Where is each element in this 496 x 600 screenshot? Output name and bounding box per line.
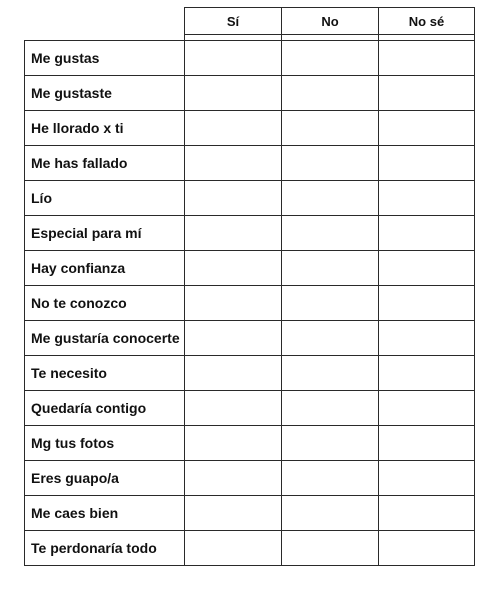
table-row: [25, 286, 475, 321]
column-header-si: Sí: [185, 8, 282, 35]
row-label: Me has fallado: [25, 146, 185, 181]
answer-cell-si[interactable]: [185, 496, 282, 531]
answer-cell-no-se[interactable]: [379, 216, 475, 251]
header-blank-cell: [25, 8, 185, 35]
answer-cell-si[interactable]: [185, 286, 282, 321]
row-label: Me gustaría conocerte: [25, 321, 185, 356]
answer-cell-no-se[interactable]: [379, 461, 475, 496]
answer-cell-no[interactable]: [282, 41, 379, 76]
row-label: Eres guapo/a: [25, 461, 185, 496]
answer-cell-no-se[interactable]: [379, 286, 475, 321]
answer-cell-no[interactable]: [282, 356, 379, 391]
table-row: [25, 496, 475, 531]
answer-cell-no[interactable]: [282, 181, 379, 216]
row-label: Hay confianza: [25, 251, 185, 286]
answer-cell-si[interactable]: [185, 41, 282, 76]
answer-cell-no-se[interactable]: [379, 111, 475, 146]
answer-cell-no-se[interactable]: [379, 321, 475, 356]
row-label: Quedaría contigo: [25, 391, 185, 426]
table-row: [25, 41, 475, 76]
answer-cell-si[interactable]: [185, 426, 282, 461]
table-row: [25, 76, 475, 111]
answer-cell-no[interactable]: [282, 461, 379, 496]
answer-cell-si[interactable]: [185, 251, 282, 286]
questionnaire-sheet: [24, 7, 474, 591]
answer-cell-no[interactable]: [282, 111, 379, 146]
answer-cell-no-se[interactable]: [379, 496, 475, 531]
table-row: [25, 531, 475, 566]
row-label: Especial para mí: [25, 216, 185, 251]
answer-cell-si[interactable]: [185, 111, 282, 146]
table-row: [25, 356, 475, 391]
answer-cell-no-se[interactable]: [379, 76, 475, 111]
answer-cell-no-se[interactable]: [379, 41, 475, 76]
table-row: [25, 216, 475, 251]
header-row: [25, 8, 475, 35]
answer-cell-si[interactable]: [185, 356, 282, 391]
answer-cell-no-se[interactable]: [379, 356, 475, 391]
answer-cell-no-se[interactable]: [379, 251, 475, 286]
table-row: [25, 391, 475, 426]
row-label: Me gustaste: [25, 76, 185, 111]
column-header-no: No: [282, 8, 379, 35]
answer-cell-no[interactable]: [282, 391, 379, 426]
answer-cell-si[interactable]: [185, 461, 282, 496]
answer-cell-no[interactable]: [282, 321, 379, 356]
table-row: [25, 251, 475, 286]
row-label: Me gustas: [25, 41, 185, 76]
answer-cell-no[interactable]: [282, 76, 379, 111]
answer-cell-si[interactable]: [185, 216, 282, 251]
answer-cell-no-se[interactable]: [379, 426, 475, 461]
column-header-no-se: No sé: [379, 8, 475, 35]
answer-cell-no-se[interactable]: [379, 391, 475, 426]
answer-cell-no[interactable]: [282, 496, 379, 531]
answer-cell-no-se[interactable]: [379, 181, 475, 216]
answer-cell-si[interactable]: [185, 321, 282, 356]
answer-cell-si[interactable]: [185, 76, 282, 111]
answer-cell-no[interactable]: [282, 531, 379, 566]
table-row: [25, 426, 475, 461]
table-row: [25, 111, 475, 146]
row-label: He llorado x ti: [25, 111, 185, 146]
table-row: [25, 146, 475, 181]
answer-cell-no[interactable]: [282, 251, 379, 286]
row-label: No te conozco: [25, 286, 185, 321]
answer-cell-no-se[interactable]: [379, 146, 475, 181]
table-row: [25, 181, 475, 216]
answer-cell-si[interactable]: [185, 391, 282, 426]
table-row: [25, 321, 475, 356]
row-label: Me caes bien: [25, 496, 185, 531]
answer-cell-si[interactable]: [185, 181, 282, 216]
row-label: Te perdonaría todo: [25, 531, 185, 566]
row-label: Te necesito: [25, 356, 185, 391]
questionnaire-rows: [25, 41, 475, 566]
questionnaire-table: [24, 7, 475, 566]
answer-cell-si[interactable]: [185, 531, 282, 566]
answer-cell-no[interactable]: [282, 216, 379, 251]
table-row: [25, 461, 475, 496]
answer-cell-no[interactable]: [282, 286, 379, 321]
answer-cell-no[interactable]: [282, 146, 379, 181]
answer-cell-no[interactable]: [282, 426, 379, 461]
row-label: Mg tus fotos: [25, 426, 185, 461]
row-label: Lío: [25, 181, 185, 216]
answer-cell-si[interactable]: [185, 146, 282, 181]
answer-cell-no-se[interactable]: [379, 531, 475, 566]
